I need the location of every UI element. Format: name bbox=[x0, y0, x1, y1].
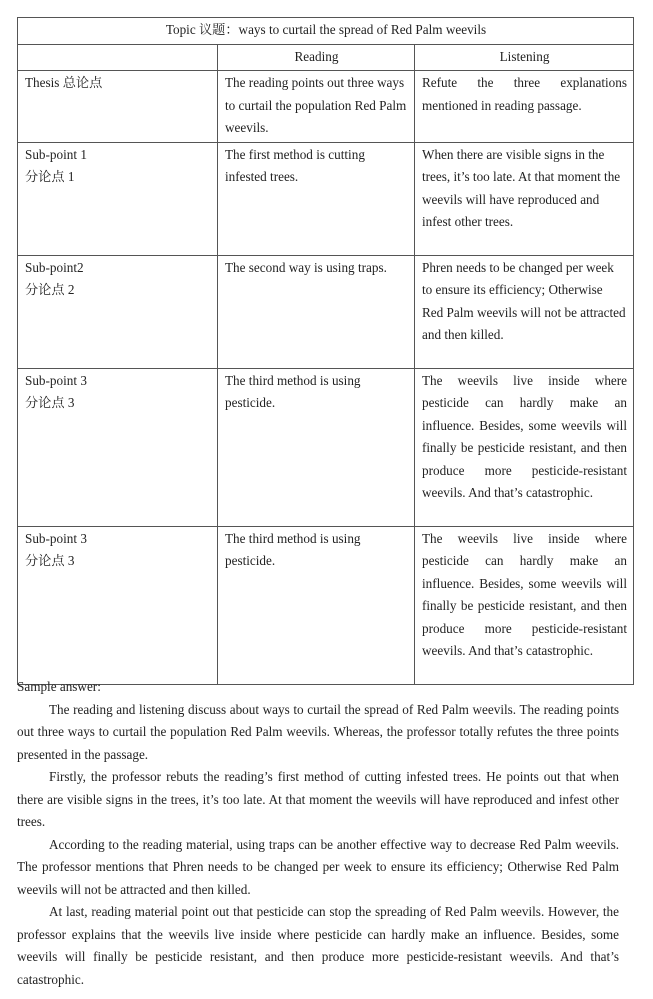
answer-paragraph: At last, reading material point out that pesticide can stop the spreading of Red Palm weevils. However, the professor explains that the weevils live inside where pesticide can hardly make an influence. Besides, some weevils will finally be pesticide resistant, and then produce more pesticide-resistant weevils. And that’s catastrophic. bbox=[17, 904, 619, 987]
row-label bbox=[18, 255, 218, 368]
answer-paragraph: Firstly, the professor rebuts the reading’s first method of cutting infested trees. He points out that when there are visible signs in the trees, it’s too late. At that moment the weevils will have reproduced and infest other trees. bbox=[17, 769, 619, 829]
answer-paragraph: According to the reading material, using traps can be another effective way to decrease Red Palm weevils. The professor mentions that Phren needs to be changed per week to ensure its efficiency; Otherwise Red Palm weevils will not be attracted and then killed. bbox=[17, 836, 619, 897]
sample-answer-heading: Sample answer: bbox=[17, 679, 101, 694]
row-label bbox=[18, 368, 218, 526]
topic-row bbox=[18, 18, 634, 45]
reading-cell: The third method is using pesticide. bbox=[218, 368, 415, 526]
row-label bbox=[18, 142, 218, 255]
row-label bbox=[18, 526, 218, 684]
table-row bbox=[18, 526, 634, 684]
listening-cell: The weevils live inside where pesticide can hardly make an influence. Besides, some weevils will finally be pesticide resistant, and then produce more pesticide-resistant weevils. And that’s catastrophic. bbox=[415, 526, 634, 684]
row-label-en: Thesis 总论点 bbox=[25, 75, 103, 90]
header-blank-cell bbox=[18, 44, 218, 71]
row-label-en: Sub-point 3 bbox=[25, 530, 87, 546]
listening-cell: The weevils live inside where pesticide can hardly make an influence. Besides, some weevils will finally be pesticide resistant, and then produce more pesticide-resistant weevils. And that’s catastrophic. bbox=[415, 368, 634, 526]
listening-cell: Refute the three explanations mentioned in reading passage. bbox=[415, 71, 634, 143]
table-row bbox=[18, 142, 634, 255]
reading-cell: The reading points out three ways to curtail the population Red Palm weevils. bbox=[218, 71, 415, 143]
table-row bbox=[18, 255, 634, 368]
reading-cell: The second way is using traps. bbox=[218, 255, 415, 368]
row-label-en: Sub-point2 bbox=[25, 259, 84, 275]
listening-cell: When there are visible signs in the trees, it’s too late. At that moment the weevils will have reproduced and infest other trees. bbox=[415, 142, 634, 255]
header-listening: Listening bbox=[415, 44, 634, 71]
reading-cell: The first method is cutting infested trees. bbox=[218, 142, 415, 255]
table-row bbox=[18, 71, 634, 143]
outline-table bbox=[17, 17, 634, 685]
reading-cell: The third method is using pesticide. bbox=[218, 526, 415, 684]
answer-paragraph: The reading and listening discuss about ways to curtail the spread of Red Palm weevils. The reading points out three ways to curtail the population Red Palm weevils. Whereas, the professor totally refutes the three points presented in the passage. bbox=[17, 701, 619, 762]
row-label-en: Sub-point 3 bbox=[25, 372, 87, 388]
row-label-zh: 分论点 3 bbox=[25, 395, 75, 410]
topic-cell: Topic 议题：ways to curtail the spread of Red Palm weevils bbox=[18, 18, 634, 45]
row-label bbox=[18, 71, 218, 143]
sample-answer bbox=[17, 676, 619, 991]
listening-cell: Phren needs to be changed per week to ensure its efficiency; Otherwise Red Palm weevils will not be attracted and then killed. bbox=[415, 255, 634, 368]
row-label-en: Sub-point 1 bbox=[25, 146, 87, 162]
row-label-zh: 分论点 2 bbox=[25, 282, 75, 297]
header-row bbox=[18, 44, 634, 71]
header-reading: Reading bbox=[218, 44, 415, 71]
row-label-zh: 分论点 1 bbox=[25, 169, 75, 184]
row-label-zh: 分论点 3 bbox=[25, 553, 75, 568]
table-row bbox=[18, 368, 634, 526]
